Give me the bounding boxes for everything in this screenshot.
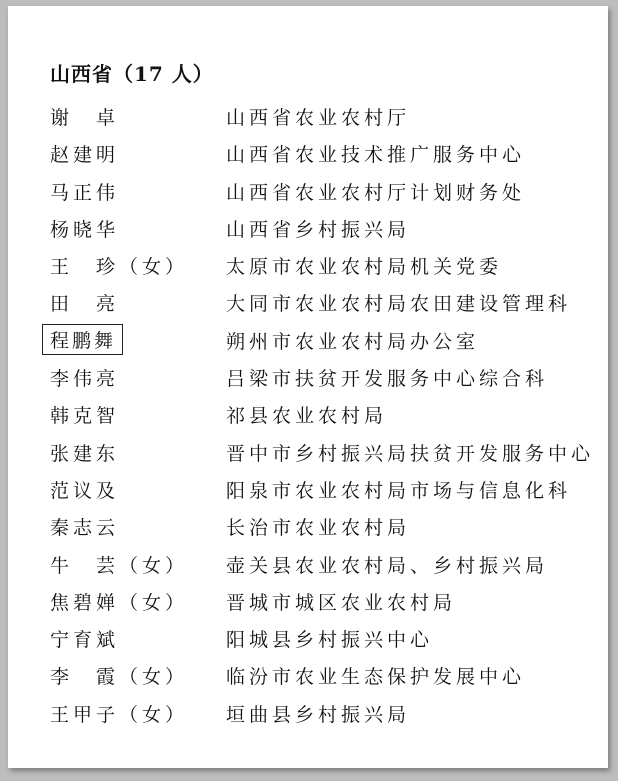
list-item: [8, 326, 608, 363]
list-item: [8, 139, 608, 176]
person-organization: 临汾市农业生态保护发展中心: [226, 666, 526, 689]
person-name: 宁育斌: [50, 629, 120, 652]
person-organization: 垣曲县乡村振兴局: [226, 703, 411, 726]
person-organization: 壶关县农业农村局、乡村振兴局: [226, 554, 549, 577]
person-name: 牛 芸（女）: [50, 554, 189, 577]
list-item: [8, 177, 608, 214]
list-item: [8, 661, 608, 698]
list-item: [8, 400, 608, 437]
section-heading: 山西省（17 人）: [50, 62, 214, 86]
person-organization: 吕梁市扶贫开发服务中心综合科: [226, 368, 549, 391]
person-name: 赵建明: [50, 144, 120, 167]
list-item: [8, 512, 608, 549]
person-name: 王甲子（女）: [50, 703, 189, 726]
person-organization: 晋城市城区农业农村局: [226, 591, 457, 614]
list-item: [8, 214, 608, 251]
list-item: [8, 438, 608, 475]
list-item: [8, 363, 608, 400]
person-organization: 山西省乡村振兴局: [226, 218, 411, 241]
person-organization: 长治市农业农村局: [226, 517, 411, 540]
person-name: 焦碧婵（女）: [50, 591, 189, 614]
person-name: 王 珍（女）: [50, 256, 189, 279]
person-organization: 山西省农业农村厅: [226, 107, 411, 129]
person-name: 谢 卓: [50, 107, 120, 129]
person-organization: 山西省农业农村厅计划财务处: [226, 181, 526, 204]
list-item: [8, 699, 608, 736]
person-organization: 阳泉市农业农村局市场与信息化科: [226, 479, 572, 502]
person-organization: 朔州市农业农村局办公室: [226, 330, 480, 353]
person-name: 范议及: [50, 479, 120, 502]
list-item: [8, 251, 608, 288]
person-name: 李伟亮: [50, 368, 120, 391]
list-item: [8, 102, 608, 139]
list-item: [8, 587, 608, 624]
person-organization: 晋中市乡村振兴局扶贫开发服务中心: [226, 442, 595, 465]
person-name: 田 亮: [50, 293, 120, 316]
list-item: [8, 475, 608, 512]
person-name: 杨晓华: [50, 218, 120, 241]
person-name: 秦志云: [50, 517, 120, 540]
person-organization: 祁县农业农村局: [226, 405, 388, 428]
person-organization: 山西省农业技术推广服务中心: [226, 144, 526, 167]
person-name-highlighted: 程鹏舞: [42, 324, 123, 355]
person-organization: 太原市农业农村局机关党委: [226, 256, 503, 279]
person-organization: 大同市农业农村局农田建设管理科: [226, 293, 572, 316]
list-item: [8, 550, 608, 587]
document-page: [8, 6, 608, 768]
person-name: 张建东: [50, 442, 120, 465]
person-name: 韩克智: [50, 405, 120, 428]
people-list: [8, 102, 608, 736]
person-name: 马正伟: [50, 181, 120, 204]
list-item: [8, 288, 608, 325]
list-item: [8, 624, 608, 661]
person-name: 李 霞（女）: [50, 666, 189, 689]
person-organization: 阳城县乡村振兴中心: [226, 629, 434, 652]
